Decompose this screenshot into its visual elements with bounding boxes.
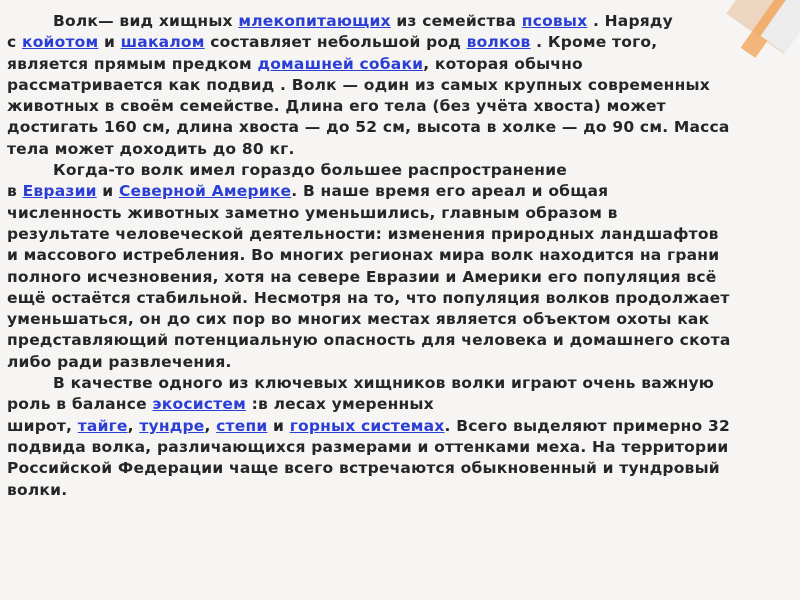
text-line xyxy=(7,160,793,181)
text-line xyxy=(7,32,793,53)
text-line xyxy=(7,54,793,75)
text-line xyxy=(7,330,793,351)
text-run: достигать 160 см, длина хвоста — до 52 см, высота в холке — до 90 см. Масса xyxy=(7,118,730,137)
text-run: и xyxy=(98,33,121,52)
text-run: . В наше время его ареал и общая xyxy=(291,182,609,201)
text-run: полного исчезновения, хотя на севере Евразии и Америки его популяция всё xyxy=(7,267,717,286)
hyperlink[interactable]: экосистем xyxy=(152,395,246,414)
hyperlink[interactable]: койотом xyxy=(21,33,99,52)
hyperlink[interactable]: волков xyxy=(466,33,531,52)
hyperlink[interactable]: Евразии xyxy=(22,182,97,201)
text-run: является прямым предком xyxy=(7,54,258,73)
text-line xyxy=(7,458,793,479)
text-line xyxy=(7,373,793,394)
text-line xyxy=(7,309,793,330)
hyperlink[interactable]: псовых xyxy=(521,12,588,30)
hyperlink[interactable]: домашней собаки xyxy=(257,54,424,73)
text-line xyxy=(7,480,793,501)
text-run: Российской Федерации чаще всего встречаются обыкновенный и тундровый xyxy=(7,459,720,478)
hyperlink[interactable]: тундре xyxy=(139,416,205,435)
text-run: тела может доходить до 80 кг. xyxy=(7,139,295,158)
text-run: численность животных заметно уменьшились, главным образом в xyxy=(7,203,618,222)
text-run: :в лесах умеренных xyxy=(245,395,434,414)
text-run: . Кроме того, xyxy=(530,33,658,52)
text-run: В качестве одного из ключевых хищников волки играют очень важную xyxy=(53,374,715,393)
hyperlink[interactable]: шакалом xyxy=(120,33,205,52)
text-run: подвида волка, различающихся размерами и оттенками меха. На территории xyxy=(7,437,729,456)
text-line xyxy=(7,437,793,458)
text-run: и массового истребления. Во многих регионах мира волк находится на грани xyxy=(7,246,720,265)
text-line xyxy=(7,352,793,373)
hyperlink[interactable]: тайге xyxy=(77,416,128,435)
text-run: роль в балансе xyxy=(7,395,153,414)
hyperlink[interactable]: млекопитающих xyxy=(238,12,391,30)
hyperlink[interactable]: степи xyxy=(216,416,268,435)
text-run: животных в своём семействе. Длина его тела (без учёта хвоста) может xyxy=(7,97,666,116)
text-run: ещё остаётся стабильной. Несмотря на то, что популяция волков продолжает xyxy=(7,288,730,307)
text-line xyxy=(7,96,793,117)
text-run: и xyxy=(96,182,119,201)
article-text xyxy=(7,11,793,501)
text-run: . Всего выделяют примерно 32 xyxy=(444,416,730,435)
text-run: с xyxy=(7,33,22,52)
text-run: Волк— вид хищных xyxy=(53,12,239,30)
text-line xyxy=(7,394,793,415)
text-run: , xyxy=(127,416,140,435)
text-line xyxy=(7,203,793,224)
text-run: Когда-то волк имел гораздо большее распространение xyxy=(53,161,567,180)
text-run: либо ради развлечения. xyxy=(7,352,232,371)
text-line xyxy=(7,139,793,160)
text-run: волки. xyxy=(7,480,68,499)
text-line xyxy=(7,117,793,138)
text-run: рассматривается как подвид . Волк — один из самых крупных современных xyxy=(7,75,710,94)
text-line xyxy=(7,75,793,96)
hyperlink[interactable]: Северной Америке xyxy=(118,182,292,201)
text-run: из семейства xyxy=(390,12,522,30)
text-run: , которая обычно xyxy=(423,54,583,73)
text-line xyxy=(7,288,793,309)
hyperlink[interactable]: горных системах xyxy=(289,416,445,435)
text-line xyxy=(7,416,793,437)
text-run: . Наряду xyxy=(587,12,673,30)
text-run: и xyxy=(267,416,290,435)
text-line xyxy=(7,11,793,32)
text-line xyxy=(7,181,793,202)
text-line xyxy=(7,267,793,288)
text-line xyxy=(7,245,793,266)
text-line xyxy=(7,224,793,245)
text-run: составляет небольшой род xyxy=(204,33,467,52)
text-run: представляющий потенциальную опасность для человека и домашнего скота xyxy=(7,331,731,350)
text-run: результате человеческой деятельности: изменения природных ландшафтов xyxy=(7,224,719,243)
text-run: широт, xyxy=(7,416,78,435)
text-run: , xyxy=(204,416,217,435)
text-run: уменьшаться, он до сих пор во многих местах является объектом охоты как xyxy=(7,310,710,329)
text-run: в xyxy=(7,182,23,201)
